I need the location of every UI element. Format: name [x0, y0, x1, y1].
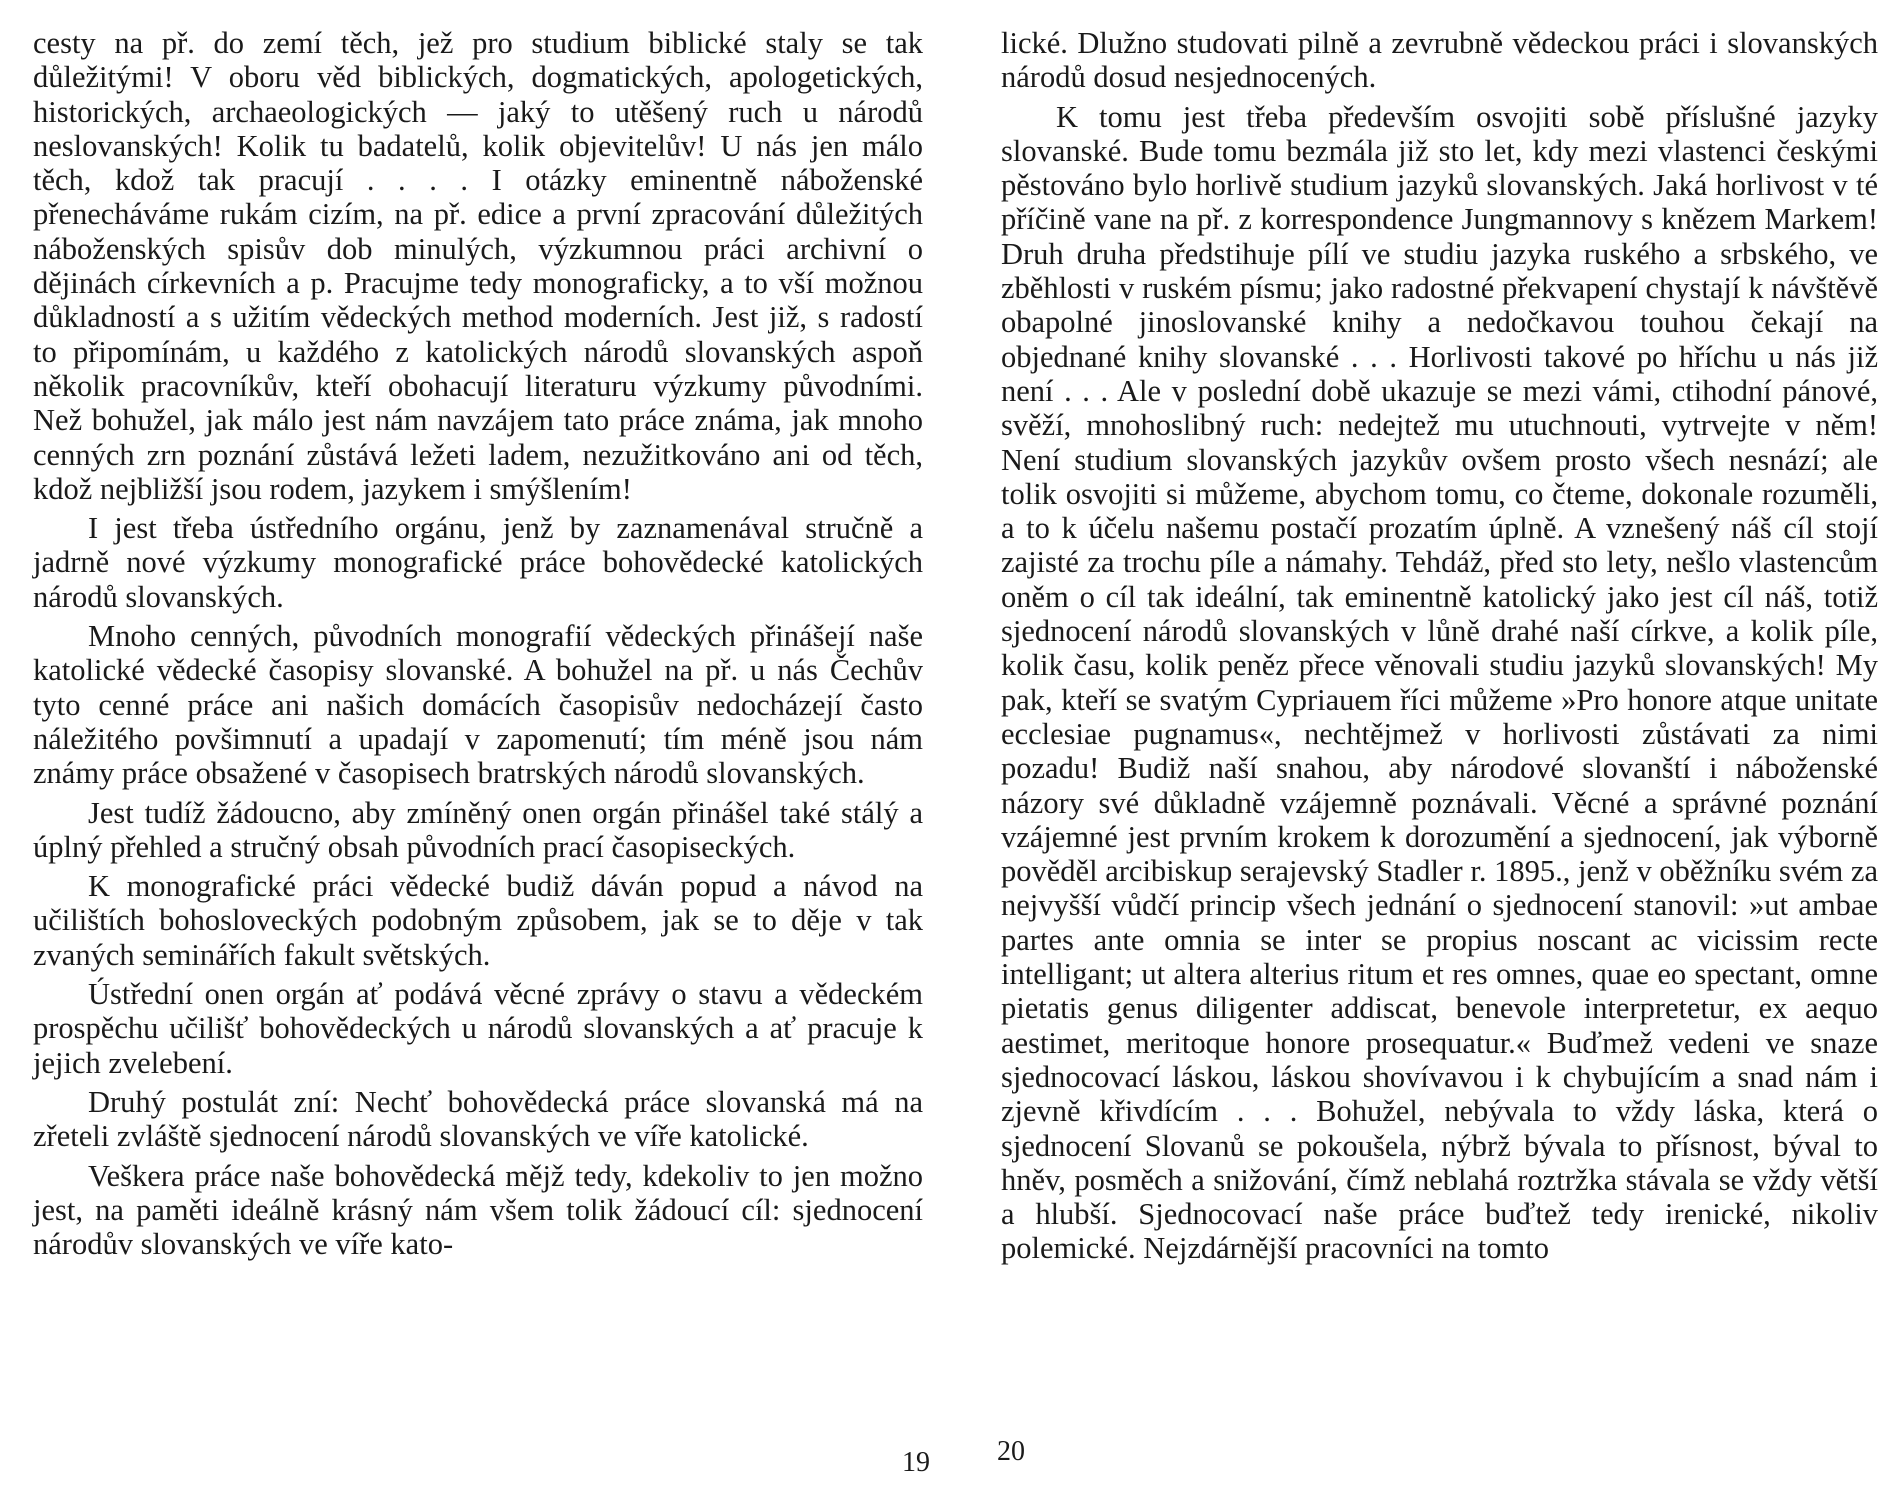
left-paragraph-6: Ústřední onen orgán ať podává věcné zprávy o stavu a vědeckém prospěchu učilišť bohovědeckých u národů slovanských a ať pracuje k jejich zvelebení. [33, 977, 923, 1080]
left-paragraph-2: I jest třeba ústředního orgánu, jenž by zaznamenával stručně a jadrně nové výzkumy monografické práce bohovědecké katolických národů slovanských. [33, 511, 923, 614]
left-paragraph-7: Druhý postulát zní: Nechť bohovědecká práce slovanská má na zřeteli zvláště sjednocení národů slovanských ve víře katolické. [33, 1084, 923, 1154]
right-paragraph-1: lické. Dlužno studovati pilně a zevrubně vědeckou práci i slovanských národů dosud nesjednocených. [1001, 26, 1878, 95]
right-page [1001, 26, 1878, 1266]
left-paragraph-8: Veškera práce naše bohovědecká mějž tedy, kdekoliv to jen možno jest, na paměti ideálně krásný nám všem tolik žádoucí cíl: sjednocení národův slovanských ve víře kato- [33, 1158, 923, 1262]
left-paragraph-4: Jest tudíž žádoucno, aby zmíněný onen orgán přinášel také stálý a úplný přehled a stručný obsah původních prací časopiseckých. [33, 795, 923, 864]
left-page [33, 26, 923, 1261]
left-paragraph-1: cesty na př. do zemí těch, jež pro studium biblické staly se tak důležitými! V oboru věd biblických, dogmatických, apologetických, historických, archaeologických — jaký to utěšený ruch u národů neslovanských! Kolik tu badatelů, kolik objevitelův! U nás jen málo těch, kdož tak pracují . . . . I otázky eminentně náboženské přenecháváme rukám cizím, na př. edice a první zpracování důležitých náboženských spisův dob minulých, výzkumnou práci archivní o dějinách církevních a p. Pracujme tedy monograficky, a to vší možnou důkladností a s užitím vědeckých method moderních. Jest již, s radostí to připomínám, u každého z katolických národů slovanských aspoň několik pracovníkův, kteří obohacují literaturu výzkumy původními. Než bohužel, jak málo jest nám navzájem tato práce známa, jak mnoho cenných zrn poznání zůstává ležeti ladem, nezužitkováno ani od těch, kdož nejbližší jsou rodem, jazykem i smýšlením! [33, 26, 923, 506]
left-paragraph-5: K monografické práci vědecké budiž dáván popud a návod na učilištích bohosloveckých podobným způsobem, jak se to děje v tak zvaných seminářích fakult světských. [33, 869, 923, 972]
right-page-number: 20 [997, 1436, 1025, 1467]
left-paragraph-3: Mnoho cenných, původních monografií vědeckých přinášejí naše katolické vědecké časopisy slovanské. A bohužel na př. u nás Čechův tyto cenné práce ani našich domácích časopisův nedocházejí často náležitého povšimnutí a upadají v zapomenutí; tím méně jsou nám známy práce obsažené v časopisech bratrských národů slovanských. [33, 619, 923, 791]
right-paragraph-2: K tomu jest třeba především osvojiti sobě příslušné jazyky slovanské. Bude tomu bezmála již sto let, kdy mezi vlastenci českými pěstováno bylo horlivě studium jazyků slovanských. Jaká horlivost v té příčině vane na př. z korrespondence Jungmannovy s knězem Markem! Druh druha předstihuje pílí ve studiu jazyka ruského a srbského, ve zběhlosti v ruském písmu; jako radostné překvapení chystají k návštěvě obapolné jinoslovanské knihy a nedočkavou touhou čekají na objednané knihy slovanské . . . Horlivosti takové po hříchu u nás již není . . . Ale v poslední době ukazuje se mezi vámi, ctihodní pánové, svěží, mnohoslibný ruch: nedejtež mu utuchnouti, vytrvejte v něm! Není studium slovanských jazykův ovšem prosto všech nesnází; ale tolik osvojiti si můžeme, abychom tomu, co čteme, dokonale rozuměli, a to k účelu našemu postačí prozatím úplně. A vznešený náš cíl stojí zajisté za trochu píle a námahy. Tehdáž, před sto lety, nešlo vlastencům oněm o cíl tak ideální, tak eminentně katolický jako jest cíl náš, totiž sjednocení národů slovanských v lůně drahé naší církve, a kolik píle, kolik času, kolik peněz přece věnovali studiu jazyků slovanských! My pak, kteří se svatým Cypriauem říci můžeme »Pro honore atque unitate ecclesiae pugnamus«, nechtějmež v horlivosti zůstávati za nimi pozadu! Budiž naší snahou, aby národové slovanští i náboženské názory své důkladně vzájemně poznávali. Věcné a správné poznání vzájemné jest prvním krokem k dorozumění a sjednocení, jak výborně pověděl arcibiskup serajevský Stadler r. 1895., jenž v oběžníku svém za nejvyšší vůdčí princip všech jednání o sjednocení stanovil: »ut ambae partes ante omnia se inter se propius noscant ac vicissim recte intelligant; ut altera alterius ritum et res omnes, quae eo spectant, omne pietatis genus diligenter addiscat, benevole interpretetur, ex aequo aestimet, meritoque honore prosequatur.« Buďmež vedeni ve snaze sjednocovací láskou, láskou shovívavou i k chybujícím a snad nám i zjevně křivdícím . . . Bohužel, nebývala to vždy láska, která o sjednocení Slovanů se pokoušela, nýbrž bývala to přísnost, býval to hněv, posměch a snižování, čímž neblahá roztržka stávala se vždy větší a hlubší. Sjednocovací naše práce buďtež tedy irenické, nikoliv polemické. Nejzdárnější pracovníci na tomto [1001, 99, 1878, 1266]
left-page-number: 19 [902, 1447, 930, 1478]
